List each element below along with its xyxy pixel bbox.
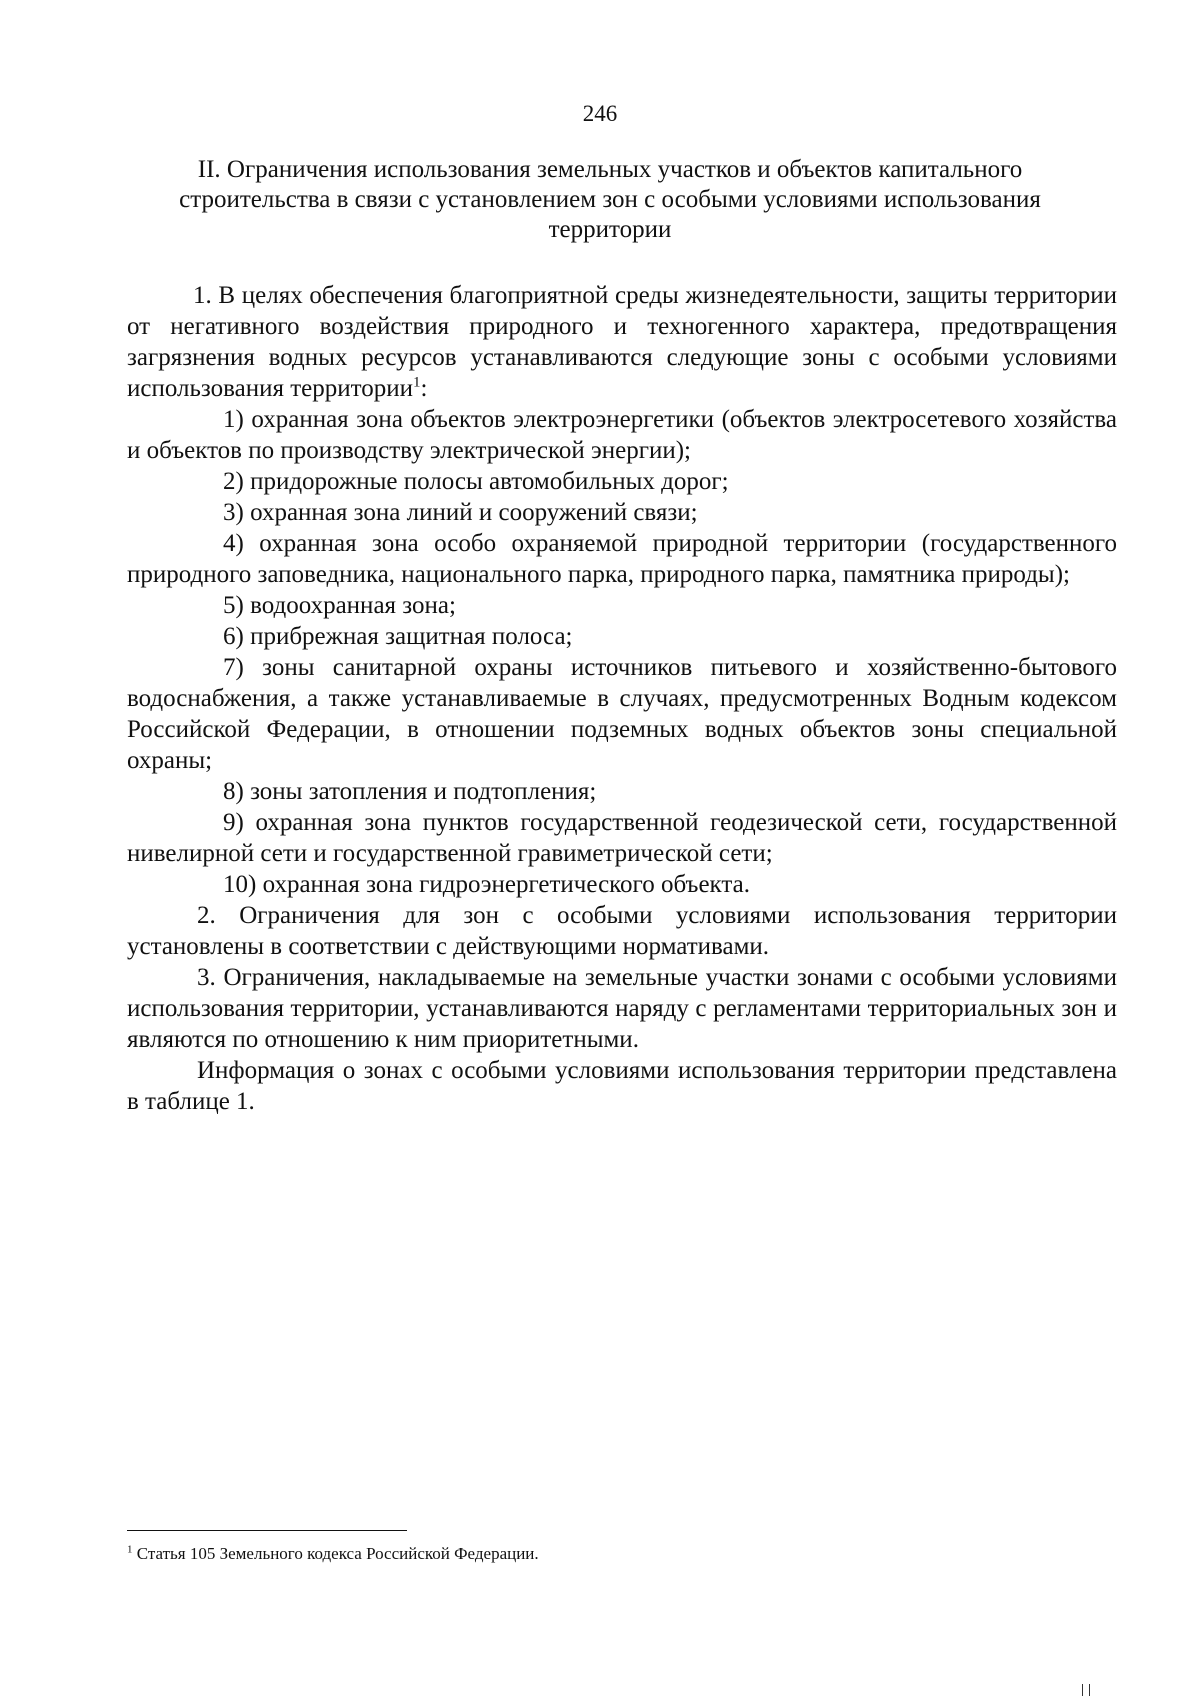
page-number: 246 bbox=[582, 101, 618, 126]
list-item: 7) зоны санитарной охраны источников питьевого и хозяйственно-бытового водоснабжения, а также устанавливаемые в случаях, предусмотренных Водным кодексом Российской Федерации, в отношении подземных водных объектов зоны специальной охраны; bbox=[127, 654, 1117, 774]
footnote bbox=[127, 1543, 1027, 1565]
list-item: 6) прибрежная защитная полоса; bbox=[223, 623, 573, 650]
body-text bbox=[127, 280, 1117, 1117]
list-item: 4) охранная зона особо охраняемой природной территории (государственного природного заповедника, национального парка, природного парка, памятника природы); bbox=[127, 530, 1117, 588]
paragraph-2: 2. Ограничения для зон с особыми условиями использования территории установлены в соответствии с действующими нормативами. bbox=[127, 902, 1117, 960]
scan-mark bbox=[1082, 1684, 1090, 1696]
list-item: 2) придорожные полосы автомобильных дорог; bbox=[223, 468, 729, 495]
footnote-divider bbox=[127, 1530, 407, 1531]
list-item: 9) охранная зона пунктов государственной геодезической сети, государственной нивелирной сети и государственной гравиметрической сети; bbox=[127, 809, 1117, 867]
footnote-text: Статья 105 Земельного кодекса Российской Федерации. bbox=[132, 1544, 539, 1563]
paragraph-1-tail: : bbox=[420, 375, 428, 402]
footnote-reference[interactable]: 1 bbox=[412, 374, 421, 391]
paragraph-1-text: 1. В целях обеспечения благоприятной среды жизнедеятельности, защиты территории от негативного воздействия природного и техногенного характера, предотвращения загрязнения водных ресурсов устанавливаются следующие зоны с особыми условиями использования территории bbox=[127, 282, 1117, 402]
paragraph-4: Информация о зонах с особыми условиями использования территории представлена в таблице 1. bbox=[127, 1057, 1117, 1115]
list-item: 1) охранная зона объектов электроэнергетики (объектов электросетевого хозяйства и объектов по производству электрической энергии); bbox=[127, 406, 1117, 464]
section-title: II. Ограничения использования земельных участков и объектов капитального строительства в связи с установлением зон с особыми условиями использования территории bbox=[179, 156, 1041, 243]
paragraph-3: 3. Ограничения, накладываемые на земельные участки зонами с особыми условиями использования территории, устанавливаются наряду с регламентами территориальных зон и являются по отношению к ним приоритетными. bbox=[127, 964, 1117, 1053]
paragraph-1 bbox=[127, 280, 1117, 404]
list-item: 5) водоохранная зона; bbox=[223, 592, 456, 619]
footnote-marker: 1 bbox=[127, 1543, 133, 1556]
list-item: 10) охранная зона гидроэнергетического объекта. bbox=[223, 871, 750, 898]
list-item: 3) охранная зона линий и сооружений связи; bbox=[223, 499, 698, 526]
list-item: 8) зоны затопления и подтопления; bbox=[223, 778, 597, 805]
